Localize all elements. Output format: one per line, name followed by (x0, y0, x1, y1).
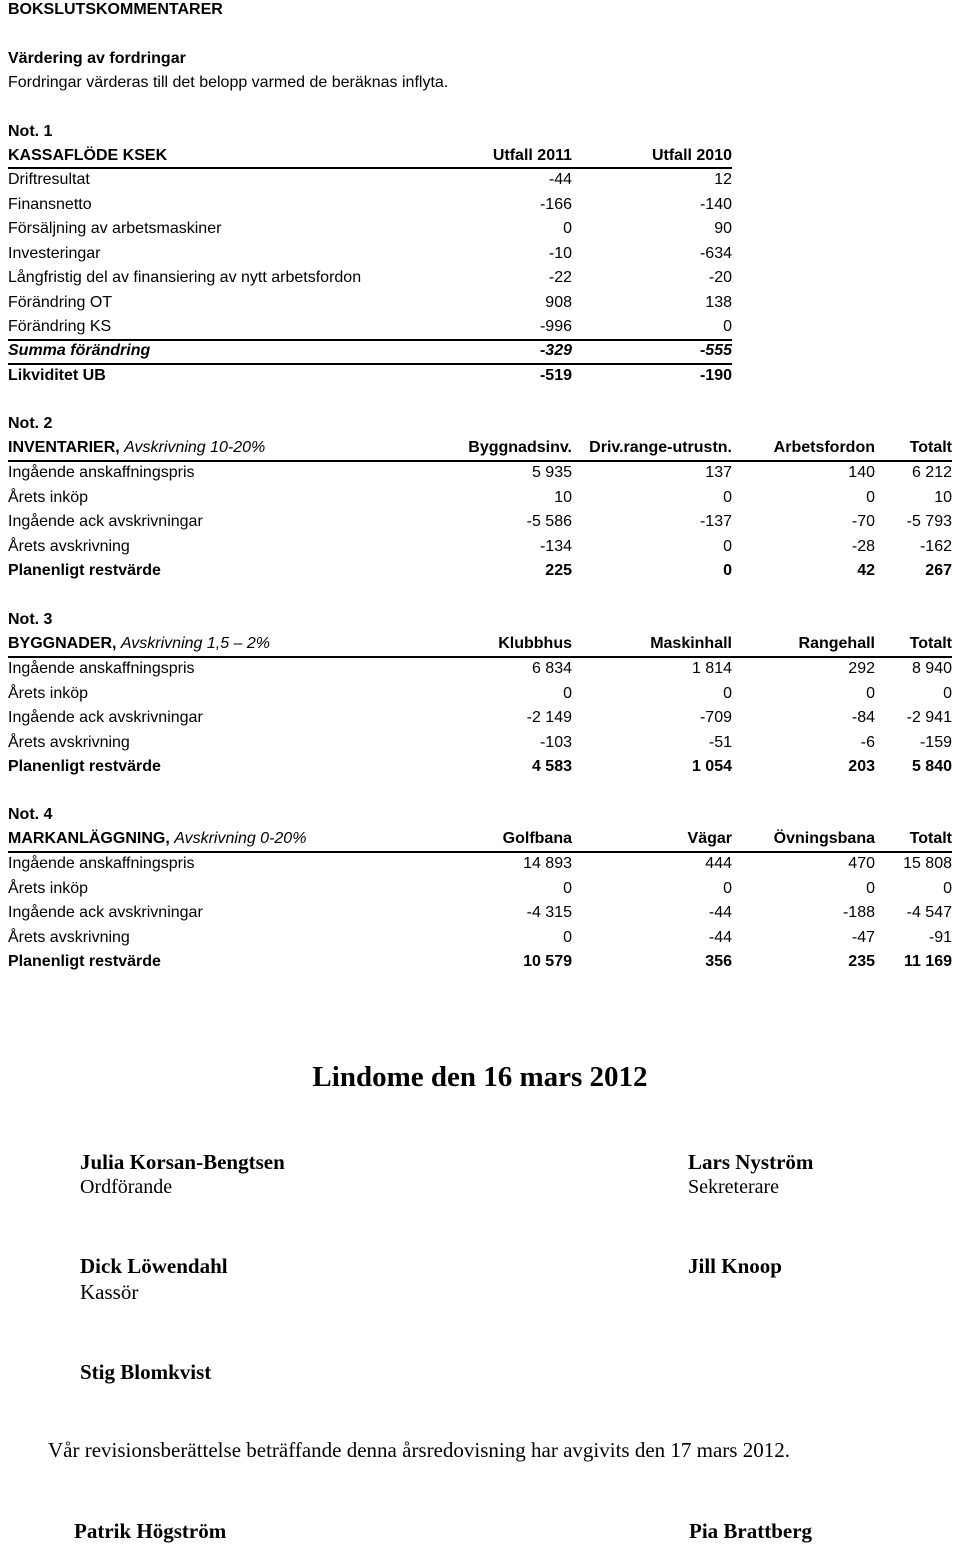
row-value: 235 (848, 953, 875, 970)
row-value: 1 054 (691, 758, 732, 775)
document-title: BOKSLUTSKOMMENTARER (8, 1, 223, 18)
row-value: 0 (866, 488, 875, 506)
auditor-name: Pia Brattberg (689, 1519, 813, 1543)
row-label: Ingående ack avskrivningar (8, 709, 203, 726)
row-value: -70 (851, 513, 875, 530)
row-label: Driftresultat (8, 171, 90, 188)
note4-header-row (8, 828, 952, 850)
row-value: 0 (943, 879, 952, 897)
column-header: Rangehall (798, 635, 875, 652)
row-value: 10 579 (523, 953, 572, 970)
row-value: 0 (723, 318, 732, 335)
row-value: -5 586 (526, 513, 572, 530)
signatory-role: Sekreterare (688, 1176, 780, 1198)
row-value: -137 (699, 513, 732, 530)
section-title: Värdering av fordringar (8, 50, 186, 67)
row-value: -28 (851, 537, 875, 555)
note3-total-row (8, 756, 952, 778)
table-row (8, 316, 732, 338)
row-value: -6 (860, 733, 875, 751)
row-value: -709 (699, 709, 732, 726)
note1-sum-v2: -555 (699, 342, 732, 359)
row-value: -2 941 (906, 709, 952, 726)
row-label: Ingående ack avskrivningar (8, 904, 203, 921)
note1-col1-header: Utfall 2011 (492, 147, 572, 164)
row-label: Planenligt restvärde (8, 562, 161, 579)
table-row (8, 169, 732, 191)
row-label: Förändring OT (8, 293, 113, 311)
table-row (8, 707, 952, 729)
table-row (8, 292, 732, 314)
row-value: -84 (851, 709, 875, 726)
row-value: 137 (705, 464, 732, 481)
table-row (8, 536, 952, 558)
row-value: -44 (708, 928, 732, 946)
row-label: Finansnetto (8, 195, 92, 213)
audit-statement: Vår revisionsberättelse beträffande denna årsredovisning har avgivits den 17 mars 2012. (48, 1438, 790, 1462)
row-value: 0 (563, 220, 572, 237)
note2-title: INVENTARIER, (8, 439, 120, 456)
column-header: Totalt (909, 439, 952, 456)
note2-total-row (8, 560, 952, 582)
row-value: 0 (723, 562, 732, 579)
table-row (8, 927, 952, 949)
row-value: 908 (545, 293, 572, 311)
row-value: 10 (934, 488, 952, 506)
row-value: -10 (548, 244, 572, 262)
row-value: -51 (708, 733, 732, 751)
column-header: Klubbhus (498, 635, 572, 652)
row-value: -188 (842, 904, 875, 921)
row-label: Årets avskrivning (8, 537, 130, 555)
row-label: Årets avskrivning (8, 928, 130, 946)
auditor-name: Patrik Högström (74, 1519, 227, 1543)
note1-header-row (8, 145, 732, 167)
row-value: 5 840 (911, 758, 952, 775)
row-value: 15 808 (903, 855, 952, 872)
row-value: 203 (848, 758, 875, 775)
table-row (8, 732, 952, 754)
column-header: Totalt (909, 635, 952, 652)
table-row (8, 462, 952, 484)
row-value: -22 (548, 269, 572, 286)
row-value: -5 793 (906, 513, 952, 530)
row-value: 90 (714, 220, 732, 237)
row-value: 267 (925, 562, 952, 579)
section-text: Fordringar värderas till det belopp varmed de beräknas inflyta. (8, 74, 449, 91)
row-label: Ingående anskaffningspris (8, 660, 195, 677)
row-label: Årets inköp (8, 488, 89, 506)
row-value: 292 (848, 660, 875, 677)
table-row (8, 658, 952, 680)
table-row (8, 243, 732, 265)
signatory-name: Julia Korsan-Bengtsen (80, 1150, 285, 1174)
row-value: 356 (705, 953, 732, 970)
row-value: -134 (539, 537, 572, 555)
row-value: -47 (851, 928, 875, 946)
row-value: 0 (943, 684, 952, 702)
note4-title-group (8, 828, 306, 850)
note3-label: Not. 3 (8, 611, 53, 628)
table-row (8, 218, 732, 240)
column-header: Vägar (687, 830, 732, 847)
column-header: Driv.range-utrustn. (589, 439, 732, 456)
row-value: 0 (723, 684, 732, 702)
row-label: Ingående anskaffningspris (8, 855, 195, 872)
row-value: 0 (563, 879, 572, 897)
note1-title: KASSAFLÖDE KSEK (8, 147, 168, 164)
note1-sum-v1: -329 (539, 342, 572, 359)
row-value: 470 (848, 855, 875, 872)
column-header: Arbetsfordon (773, 439, 875, 456)
note1-col2-header: Utfall 2010 (651, 147, 732, 164)
row-value: -20 (708, 269, 732, 286)
row-label: Ingående anskaffningspris (8, 464, 195, 481)
note1-sum-row (8, 340, 732, 362)
row-value: 0 (866, 684, 875, 702)
row-value: 14 893 (523, 855, 572, 872)
row-value: 6 834 (531, 660, 572, 677)
note1-label: Not. 1 (8, 123, 53, 140)
row-value: 10 (554, 488, 572, 506)
signatory-name: Lars Nyström (688, 1150, 814, 1174)
row-value: -140 (699, 195, 732, 213)
row-value: -103 (539, 733, 572, 751)
row-label: Ingående ack avskrivningar (8, 513, 203, 530)
row-value: 5 935 (531, 464, 572, 481)
note1-ub-v2: -190 (699, 367, 732, 384)
row-label: Planenligt restvärde (8, 953, 161, 970)
signatory-role: Ordförande (80, 1176, 173, 1198)
row-value: -159 (919, 733, 952, 751)
row-value: -166 (539, 195, 572, 213)
note2-label: Not. 2 (8, 415, 53, 432)
note2-title-group (8, 437, 265, 459)
note4-title: MARKANLÄGGNING, (8, 830, 170, 847)
row-value: 138 (705, 293, 732, 311)
row-value: -44 (708, 904, 732, 921)
note4-label: Not. 4 (8, 806, 53, 823)
row-value: 8 940 (911, 660, 952, 677)
note4-subtitle: Avskrivning 0-20% (174, 830, 307, 847)
row-value: -2 149 (526, 709, 572, 726)
note1-sum-label: Summa förändring (8, 342, 151, 359)
signatory-role: Kassör (80, 1280, 139, 1304)
note3-subtitle: Avskrivning 1,5 – 2% (120, 635, 271, 652)
column-header: Totalt (909, 830, 952, 847)
row-label: Investeringar (8, 244, 101, 262)
row-value: -996 (539, 318, 572, 335)
row-value: -4 315 (526, 904, 572, 921)
row-label: Årets inköp (8, 879, 89, 897)
signatory-name: Stig Blomkvist (80, 1360, 212, 1384)
note3-title-group (8, 633, 270, 655)
note1-ub-v1: -519 (539, 367, 572, 384)
row-value: 11 169 (903, 953, 952, 970)
row-value: 0 (723, 879, 732, 897)
row-value: 140 (848, 464, 875, 481)
row-value: 6 212 (911, 464, 952, 481)
note3-title: BYGGNADER, (8, 635, 117, 652)
table-row (8, 683, 952, 705)
row-label: Planenligt restvärde (8, 758, 161, 775)
table-row (8, 194, 732, 216)
row-value: 225 (545, 562, 572, 579)
row-value: 0 (563, 928, 572, 946)
note4-total-row (8, 951, 952, 973)
note1-ub-label: Likviditet UB (8, 367, 106, 384)
row-label: Årets inköp (8, 684, 89, 702)
row-label: Årets avskrivning (8, 733, 130, 751)
table-row (8, 902, 952, 924)
row-value: -162 (919, 537, 952, 555)
note2-subtitle: Avskrivning 10-20% (124, 439, 266, 456)
row-value: -634 (699, 244, 732, 262)
signatory-name: Jill Knoop (688, 1254, 782, 1278)
place-date: Lindome den 16 mars 2012 (312, 1061, 648, 1093)
row-value: -44 (548, 171, 572, 188)
note1-ub-row (8, 365, 732, 387)
row-value: 0 (866, 879, 875, 897)
column-header: Övningsbana (773, 830, 875, 847)
signatory-name: Dick Löwendahl (80, 1254, 228, 1278)
table-row (8, 267, 732, 289)
column-header: Maskinhall (650, 635, 732, 652)
row-value: 0 (723, 488, 732, 506)
row-value: 4 583 (531, 758, 572, 775)
note3-header-row (8, 633, 952, 655)
row-value: 0 (723, 537, 732, 555)
row-value: 12 (714, 171, 732, 188)
row-value: 42 (857, 562, 875, 579)
row-value: -91 (928, 928, 952, 946)
column-header: Golfbana (502, 830, 572, 847)
row-label: Långfristig del av finansiering av nytt arbetsfordon (8, 269, 362, 286)
row-label: Försäljning av arbetsmaskiner (8, 220, 222, 237)
row-value: 1 814 (691, 660, 732, 677)
row-value: -4 547 (906, 904, 952, 921)
table-row (8, 853, 952, 875)
row-value: 0 (563, 684, 572, 702)
row-value: 444 (705, 855, 732, 872)
note2-header-row (8, 437, 952, 459)
table-row (8, 487, 952, 509)
row-label: Förändring KS (8, 318, 112, 335)
column-header: Byggnadsinv. (468, 439, 572, 456)
table-row (8, 878, 952, 900)
table-row (8, 511, 952, 533)
